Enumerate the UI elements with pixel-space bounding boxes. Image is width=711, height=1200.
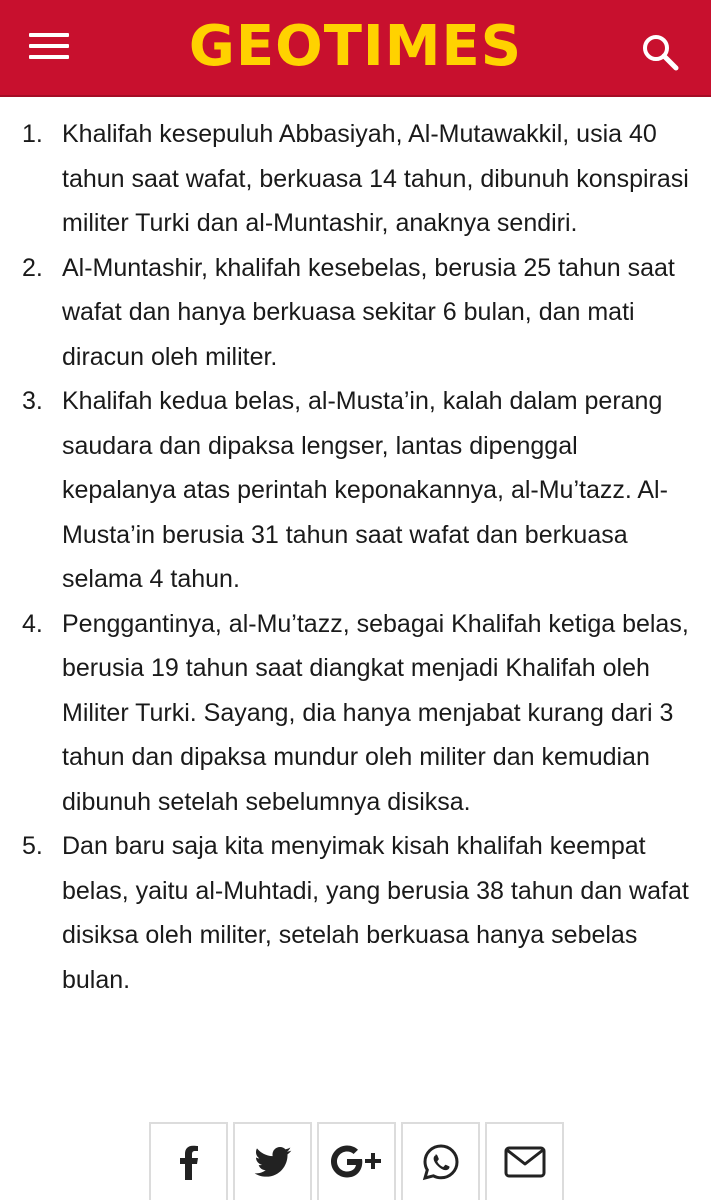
list-item <box>0 824 711 1002</box>
search-icon <box>636 28 684 76</box>
google-plus-icon <box>329 1142 385 1182</box>
list-number: 4. <box>22 609 43 638</box>
list-item <box>0 602 711 825</box>
list-text: Al-Muntashir, khalifah kesebelas, berusia 25 tahun saat wafat dan hanya berkuasa sekitar 6 bulan, dan mati diracun oleh militer. <box>62 253 675 371</box>
list-number: 1. <box>22 120 43 148</box>
search-button[interactable] <box>636 28 684 76</box>
facebook-icon <box>169 1142 209 1182</box>
share-google-plus-button[interactable] <box>317 1122 396 1200</box>
list-item <box>0 112 711 246</box>
share-bar <box>149 1122 564 1200</box>
whatsapp-icon <box>421 1142 461 1182</box>
list-number: 5. <box>22 832 43 860</box>
share-email-button[interactable] <box>485 1122 564 1200</box>
share-whatsapp-button[interactable] <box>401 1122 480 1200</box>
share-facebook-button[interactable] <box>149 1122 228 1200</box>
list-text: Penggantinya, al-Mu’tazz, sebagai Khalifah ketiga belas, berusia 19 tahun saat diangkat menjadi Khalifah oleh Militer Turki. Sayang, dia hanya menjabat kurang dari 3 tahun dan dipaksa mundur oleh militer dan kemudian dibunuh setelah sebelumnya disiksa. <box>62 609 689 816</box>
list-item <box>0 246 711 380</box>
site-header <box>0 0 711 97</box>
list-number: 3. <box>22 387 43 415</box>
article-list <box>0 112 711 1002</box>
list-text: Khalifah kesepuluh Abbasiyah, Al-Mutawakkil, usia 40 tahun saat wafat, berkuasa 14 tahun, dibunuh konspirasi militer Turki dan al-Muntashir, anaknya sendiri. <box>62 120 689 237</box>
site-logo[interactable]: GEOTIMES <box>188 14 523 79</box>
share-twitter-button[interactable] <box>233 1122 312 1200</box>
list-number: 2. <box>22 253 43 282</box>
list-text: Dan baru saja kita menyimak kisah khalifah keempat belas, yaitu al-Muhtadi, yang berusia 38 tahun dan wafat disiksa oleh militer, setelah berkuasa hanya sebelas bulan. <box>62 832 689 994</box>
list-text: Khalifah kedua belas, al-Musta’in, kalah dalam perang saudara dan dipaksa lengser, lantas dipenggal kepalanya atas perintah keponakannya, al-Mu’tazz. Al-Musta’in berusia 31 tahun saat wafat dan berkuasa selama 4 tahun. <box>62 387 668 593</box>
twitter-icon <box>253 1142 293 1182</box>
list-item <box>0 379 711 602</box>
email-icon <box>503 1142 547 1182</box>
